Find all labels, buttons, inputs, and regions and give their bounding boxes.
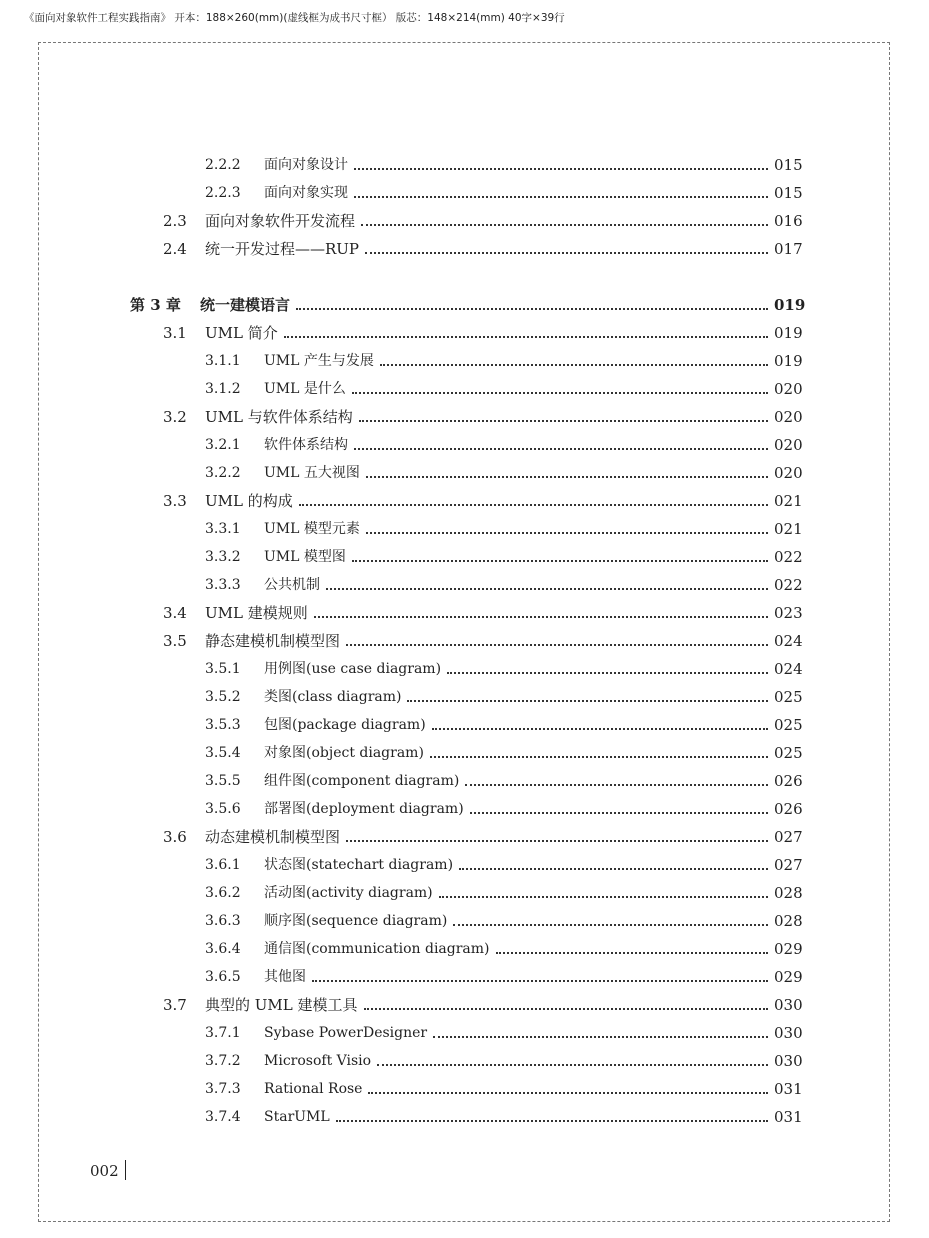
toc-entry-title: Sybase PowerDesigner (264, 1025, 428, 1041)
dot-leader (368, 1092, 768, 1094)
toc-entry-page: 021 (774, 520, 803, 538)
toc-entry-page: 020 (774, 436, 803, 454)
toc-entry[interactable] (205, 711, 803, 739)
toc-entry-number: 3.6.1 (205, 857, 241, 873)
toc-entry-page: 019 (774, 352, 803, 370)
dot-leader (299, 504, 768, 506)
dot-leader (326, 588, 768, 590)
toc-entry-page: 030 (774, 996, 803, 1014)
toc-entry-title: UML 模型图 (264, 549, 346, 565)
toc-entry-page: 025 (774, 716, 803, 734)
toc-entry-page: 015 (774, 156, 803, 174)
toc-entry-title: StarUML (264, 1109, 330, 1125)
dot-leader (364, 1008, 769, 1010)
toc-entry-page: 024 (774, 632, 803, 650)
toc-entry-number: 3.7.3 (205, 1081, 241, 1097)
toc-entry-title: 用例图(use case diagram) (264, 661, 442, 677)
toc-entry-title: 统一建模语言 (200, 296, 291, 314)
toc-entry[interactable] (205, 1075, 803, 1103)
dot-leader (447, 672, 768, 674)
toc-entry[interactable] (205, 655, 803, 683)
toc-entry[interactable] (205, 375, 803, 403)
toc-entry-page: 030 (774, 1024, 803, 1042)
toc-entry-title: UML 模型元素 (264, 521, 360, 537)
toc-entry-title: 组件图(component diagram) (264, 773, 460, 789)
toc-entry-number: 2.4 (163, 240, 187, 258)
toc-entry[interactable] (205, 879, 803, 907)
toc-entry[interactable] (163, 627, 803, 655)
toc-entry[interactable] (163, 403, 803, 431)
toc-entry[interactable] (163, 235, 803, 263)
toc-entry-number: 3.3 (163, 492, 187, 510)
toc-entry-number: 3.3.1 (205, 521, 241, 537)
toc-entry[interactable] (205, 571, 803, 599)
toc-entry[interactable] (163, 823, 803, 851)
toc-entry-page: 020 (774, 408, 803, 426)
toc-entry[interactable] (163, 599, 803, 627)
toc-entry-number: 3.7.2 (205, 1053, 241, 1069)
toc-entry-page: 028 (774, 912, 803, 930)
print-spec-header: 《面向对象软件工程实践指南》 开本：188×260(mm)(虚线框为成书尺寸框） 版芯：148×214(mm) 40字×39行 (24, 12, 565, 24)
toc-entry-title: 面向对象设计 (264, 157, 348, 173)
dot-leader (365, 252, 768, 254)
toc-entry-number: 3.1.2 (205, 381, 241, 397)
toc-entry-number: 3.5.4 (205, 745, 241, 761)
toc-entry-number: 3.5.3 (205, 717, 241, 733)
toc-entry-title: 面向对象软件开发流程 (205, 212, 356, 230)
toc-entry-title: UML 是什么 (264, 381, 346, 397)
toc-entry-title: 部署图(deployment diagram) (264, 801, 464, 817)
dot-leader (453, 924, 768, 926)
toc-entry[interactable] (205, 151, 803, 179)
toc-entry[interactable] (205, 459, 803, 487)
toc-entry-page: 023 (774, 604, 803, 622)
dot-leader (336, 1120, 768, 1122)
dot-leader (354, 168, 768, 170)
toc-entry-number: 3.5 (163, 632, 187, 650)
toc-entry-number: 第 3 章 (130, 296, 181, 314)
toc-entry-number: 3.6.4 (205, 941, 241, 957)
toc-entry-title: 静态建模机制模型图 (205, 632, 341, 650)
toc-entry-page: 031 (774, 1080, 803, 1098)
toc-entry-title: UML 与软件体系结构 (205, 408, 353, 426)
toc-entry-page: 022 (774, 576, 803, 594)
dot-leader (352, 560, 768, 562)
toc-entry-title: 对象图(object diagram) (264, 745, 424, 761)
toc-entry-number: 2.2.3 (205, 185, 241, 201)
toc-entry-number: 3.3.2 (205, 549, 241, 565)
toc-entry-number: 3.5.5 (205, 773, 241, 789)
toc-entry-page: 025 (774, 688, 803, 706)
dot-leader (439, 896, 768, 898)
toc-entry-number: 3.2.2 (205, 465, 241, 481)
toc-entry-title: 类图(class diagram) (264, 689, 402, 705)
toc-entry-title: Rational Rose (264, 1081, 363, 1097)
toc-entry-number: 3.4 (163, 604, 187, 622)
toc-entry-title: 公共机制 (264, 577, 320, 593)
toc-entry[interactable] (205, 851, 803, 879)
toc-entry-title: UML 的构成 (205, 492, 293, 510)
toc-entry-number: 3.5.1 (205, 661, 241, 677)
toc-entry-page: 025 (774, 744, 803, 762)
dot-leader (354, 448, 768, 450)
dot-leader (366, 476, 768, 478)
toc-chapter[interactable] (130, 291, 806, 319)
toc-entry-number: 2.2.2 (205, 157, 241, 173)
toc-entry-title: 动态建模机制模型图 (205, 828, 341, 846)
toc-entry[interactable] (205, 179, 803, 207)
toc-entry-page: 019 (774, 324, 803, 342)
dot-leader (432, 728, 768, 730)
toc-entry[interactable] (163, 207, 803, 235)
dot-leader (433, 1036, 768, 1038)
toc-entry-title: 顺序图(sequence diagram) (264, 913, 448, 929)
dot-leader (354, 196, 768, 198)
toc-entry-page: 027 (774, 828, 803, 846)
dot-leader (366, 532, 768, 534)
toc-entry-title: UML 五大视图 (264, 465, 360, 481)
toc-entry[interactable] (205, 347, 803, 375)
dot-leader (346, 644, 768, 646)
dot-leader (346, 840, 768, 842)
toc-entry-number: 3.1 (163, 324, 187, 342)
toc-entry[interactable] (163, 319, 803, 347)
dot-leader (470, 812, 768, 814)
toc-entry-page: 029 (774, 940, 803, 958)
dot-leader (407, 700, 768, 702)
toc-entry-number: 3.3.3 (205, 577, 241, 593)
toc-entry-title: 通信图(communication diagram) (264, 941, 490, 957)
dot-leader (352, 392, 768, 394)
toc-entry-title: 典型的 UML 建模工具 (205, 996, 358, 1014)
toc-entry-number: 3.2.1 (205, 437, 241, 453)
toc-entry-title: 状态图(statechart diagram) (264, 857, 454, 873)
toc-entry[interactable] (205, 907, 803, 935)
toc-entry-number: 3.7.4 (205, 1109, 241, 1125)
toc-entry[interactable] (205, 795, 803, 823)
toc-entry-page: 031 (774, 1108, 803, 1126)
dot-leader (380, 364, 768, 366)
toc-entry-title: 统一开发过程——RUP (205, 240, 360, 258)
toc-entry-title: 其他图 (264, 969, 306, 985)
toc-entry-page: 026 (774, 772, 803, 790)
toc-entry-number: 3.7.1 (205, 1025, 241, 1041)
toc-entry[interactable] (163, 991, 803, 1019)
toc-entry[interactable] (205, 683, 803, 711)
toc-entry-title: UML 产生与发展 (264, 353, 374, 369)
dot-leader (361, 224, 768, 226)
toc-entry[interactable] (205, 767, 803, 795)
toc-entry[interactable] (205, 963, 803, 991)
toc-entry-number: 2.3 (163, 212, 187, 230)
toc-entry-number: 3.6.3 (205, 913, 241, 929)
toc-entry-title: UML 建模规则 (205, 604, 308, 622)
toc-entry-page: 024 (774, 660, 803, 678)
dot-leader (459, 868, 768, 870)
page-number: 002 (90, 1162, 119, 1180)
dot-leader (312, 980, 768, 982)
dot-leader (496, 952, 768, 954)
page-number-divider (125, 1160, 126, 1180)
toc-entry-number: 3.6.5 (205, 969, 241, 985)
toc-entry[interactable] (205, 1019, 803, 1047)
toc-entry-number: 3.6.2 (205, 885, 241, 901)
toc-entry-page: 029 (774, 968, 803, 986)
toc-entry-title: Microsoft Visio (264, 1053, 372, 1069)
toc-entry[interactable] (205, 935, 803, 963)
toc-entry[interactable] (205, 543, 803, 571)
toc-entry[interactable] (205, 1047, 803, 1075)
toc-entry[interactable] (205, 1103, 803, 1131)
toc-entry-number: 3.5.6 (205, 801, 241, 817)
toc-entry-number: 3.2 (163, 408, 187, 426)
toc-entry[interactable] (205, 739, 803, 767)
toc-entry-title: 活动图(activity diagram) (264, 885, 433, 901)
dot-leader (359, 420, 768, 422)
toc-entry-page: 026 (774, 800, 803, 818)
toc-entry-page: 030 (774, 1052, 803, 1070)
toc-entry-page: 020 (774, 464, 803, 482)
toc-entry[interactable] (205, 431, 803, 459)
dot-leader (377, 1064, 768, 1066)
toc-entry-title: 面向对象实现 (264, 185, 348, 201)
dot-leader (296, 308, 768, 310)
toc-entry-page: 019 (774, 296, 806, 314)
toc-entry[interactable] (163, 487, 803, 515)
toc-entry-page: 028 (774, 884, 803, 902)
toc-entry-title: 包图(package diagram) (264, 717, 426, 733)
toc-entry[interactable] (205, 515, 803, 543)
toc-entry-page: 017 (774, 240, 803, 258)
dot-leader (465, 784, 768, 786)
toc-entry-number: 3.1.1 (205, 353, 241, 369)
toc-entry-page: 020 (774, 380, 803, 398)
dot-leader (284, 336, 768, 338)
toc-entry-title: 软件体系结构 (264, 437, 348, 453)
toc-entry-page: 027 (774, 856, 803, 874)
toc-entry-number: 3.7 (163, 996, 187, 1014)
toc-entry-page: 022 (774, 548, 803, 566)
dot-leader (314, 616, 768, 618)
toc-entry-number: 3.6 (163, 828, 187, 846)
toc-entry-page: 021 (774, 492, 803, 510)
toc-entry-page: 016 (774, 212, 803, 230)
toc-entry-page: 015 (774, 184, 803, 202)
dot-leader (430, 756, 768, 758)
toc-entry-title: UML 简介 (205, 324, 278, 342)
toc-entry-number: 3.5.2 (205, 689, 241, 705)
